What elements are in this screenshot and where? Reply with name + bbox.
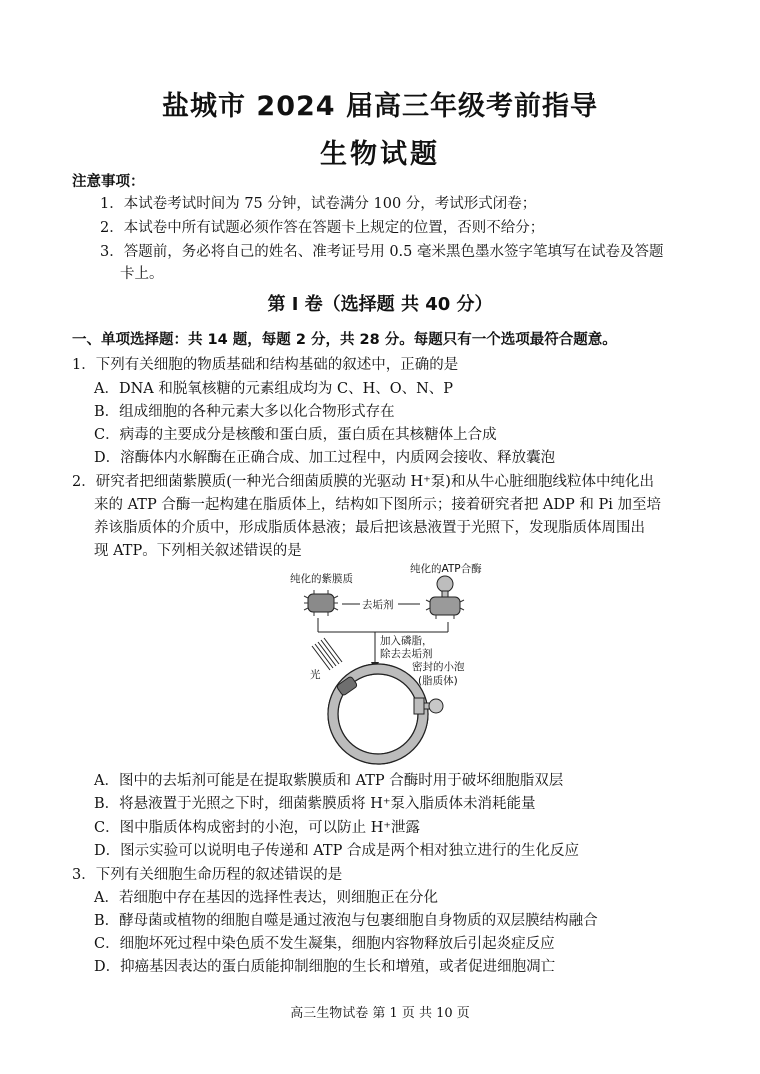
note-item: 3．答题前，务必将自己的姓名、准考证号用 0.5 毫米黑色墨水签字笔填写在试卷及答题 xyxy=(100,244,664,260)
page-footer: 高三生物试卷 第 1 页 共 10 页 xyxy=(290,1006,470,1021)
note-item: 卡上。 xyxy=(120,266,164,282)
note-item: 2．本试卷中所有试题必须作答在答题卡上规定的位置，否则不给分； xyxy=(100,220,545,236)
page-subtitle: 生物试题 xyxy=(320,139,440,170)
label-detergent: 去垢剂 xyxy=(362,599,394,611)
option-a: A．若细胞中存在基因的选择性表达，则细胞正在分化 xyxy=(94,890,438,906)
option-a: A．DNA 和脱氧核糖的元素组成均为 C、H、O、N、P xyxy=(94,381,454,397)
option-d: D．图示实验可以说明电子传递和 ATP 合成是两个相对独立进行的生化反应 xyxy=(94,843,579,859)
label-step-remove-detergent: 除去去垢剂 xyxy=(380,648,433,660)
option-c: C．病毒的主要成分是核酸和蛋白质，蛋白质在其核糖体上合成 xyxy=(94,427,497,443)
option-c: C．图中脂质体构成密封的小泡，可以防止 H⁺泄露 xyxy=(94,820,421,836)
purple-membrane-particle xyxy=(304,590,338,616)
option-b: B．酵母菌或植物的细胞自噬是通过液泡与包裹细胞自身物质的双层膜结构融合 xyxy=(94,913,598,929)
page-title: 盐城市 2024 届高三年级考前指导 xyxy=(162,91,598,122)
option-c: C．细胞坏死过程中染色质不发生凝集，细胞内容物释放后引起炎症反应 xyxy=(94,936,555,952)
label-atp-synthase: 纯化的ATP合酶 xyxy=(410,563,482,575)
section-heading: 一、单项选择题：共 14 题，每题 2 分，共 28 分。每题只有一个选项最符合题意。 xyxy=(72,332,617,348)
option-a: A．图中的去垢剂可能是在提取紫膜质和 ATP 合酶时用于破坏细胞脂双层 xyxy=(94,773,564,789)
liposome-diagram xyxy=(290,560,510,770)
notes-heading: 注意事项： xyxy=(72,173,145,190)
label-purple-membrane: 纯化的紫膜质 xyxy=(290,573,353,585)
label-light: 光 xyxy=(310,669,321,681)
label-liposome: (脂质体) xyxy=(418,675,458,687)
option-d: D．溶酶体内水解酶在正确合成、加工过程中，内质网会接收、释放囊泡 xyxy=(94,450,556,466)
option-b: B．将悬液置于光照之下时，细菌紫膜质将 H⁺泵入脂质体未消耗能量 xyxy=(94,796,536,812)
question-stem: 2．研究者把细菌紫膜质(一种光合细菌质膜的光驱动 H⁺泵)和从牛心脏细胞线粒体中纯化出 xyxy=(72,474,654,490)
option-b: B．组成细胞的各种元素大多以化合物形式存在 xyxy=(94,404,395,420)
question-stem: 3．下列有关细胞生命历程的叙述错误的是 xyxy=(72,867,343,883)
option-d: D．抑癌基因表达的蛋白质能抑制细胞的生长和增殖，或者促进细胞凋亡 xyxy=(94,959,556,975)
question-stem: 1．下列有关细胞的物质基础和结构基础的叙述中，正确的是 xyxy=(72,357,459,373)
question-stem: 现 ATP。下列相关叙述错误的是 xyxy=(94,543,302,559)
label-step-add-lipid: 加入磷脂， xyxy=(380,635,433,647)
light-beam xyxy=(310,638,342,681)
label-sealed-vesicle: 密封的小泡 xyxy=(412,661,465,673)
question-stem: 来的 ATP 合酶一起构建在脂质体上，结构如下图所示；接着研究者把 ADP 和 Pi 加至培 xyxy=(94,497,662,513)
question-stem: 养该脂质体的介质中，形成脂质体悬液；最后把该悬液置于光照下，发现脂质体周围出 xyxy=(94,520,645,536)
part-heading: 第 I 卷（选择题 共 40 分） xyxy=(267,294,493,315)
note-item: 1．本试卷考试时间为 75 分钟，试卷满分 100 分，考试形式闭卷； xyxy=(100,196,537,212)
atp-synthase-particle xyxy=(426,576,464,619)
